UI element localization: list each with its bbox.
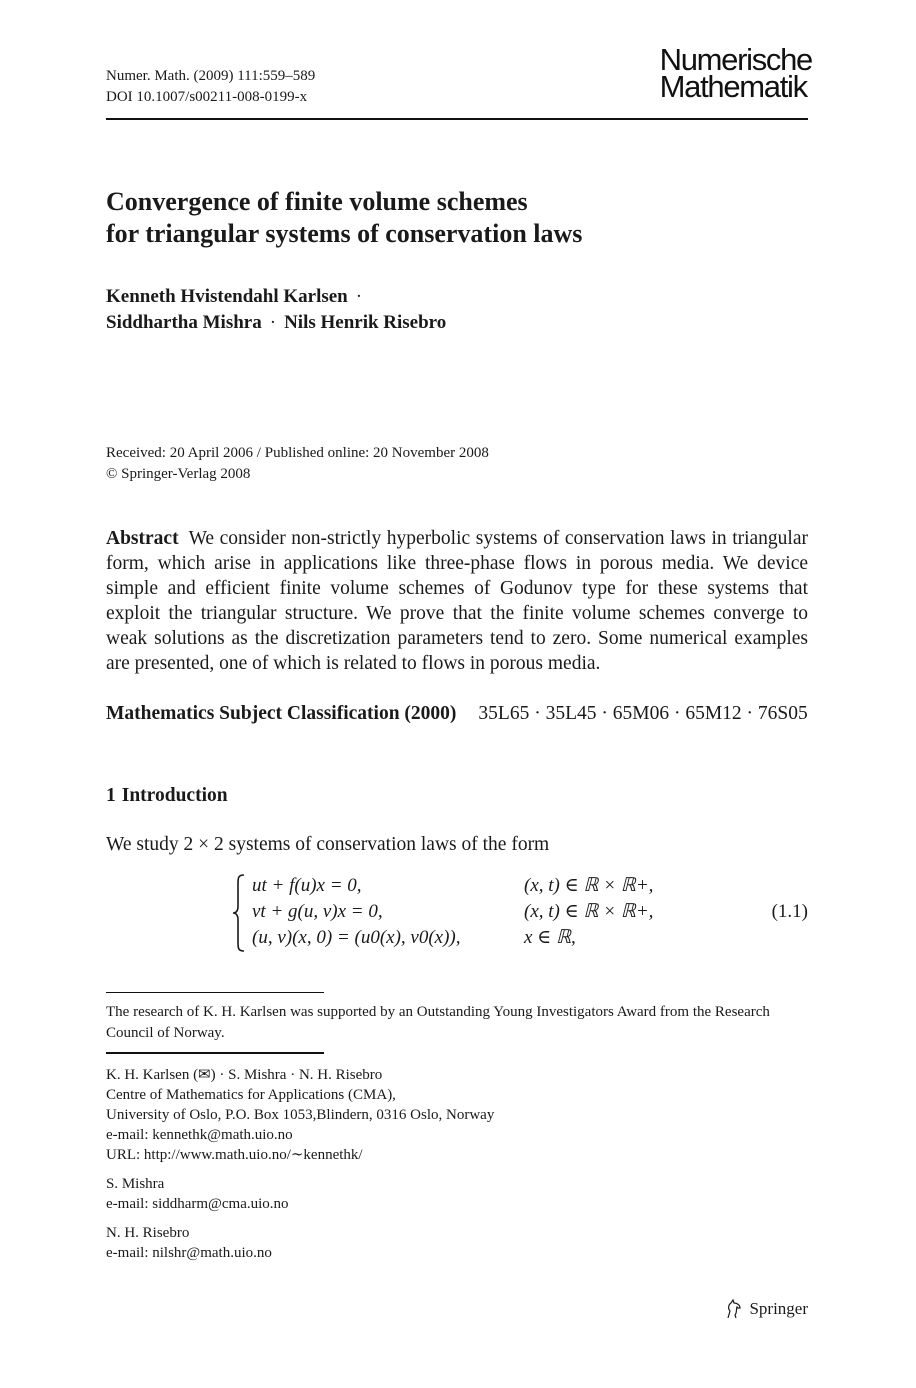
equation-number: (1.1) xyxy=(771,901,808,922)
equation-row xyxy=(252,926,576,950)
received-date: Received: 20 April 2006 / Published online: 20 November 2008 xyxy=(106,445,489,461)
affiliation-address: University of Oslo, P.O. Box 1053,Blindern, 0316 Oslo, Norway xyxy=(106,1107,495,1123)
equation-lhs: ut + f(u)x = 0, xyxy=(252,875,362,896)
citation: Numer. Math. (2009) 111:559–589 xyxy=(106,68,316,84)
running-header xyxy=(106,66,315,108)
equation-lhs: (u, v)(x, 0) = (u0(x), v0(x)), xyxy=(252,927,461,948)
msc-classification xyxy=(106,701,808,726)
affiliation-name: N. H. Risebro xyxy=(106,1225,190,1241)
author-risebro: Nils Henrik Risebro xyxy=(284,312,447,333)
publisher-mark xyxy=(725,1299,808,1319)
journal-logo xyxy=(659,42,812,104)
equation-row xyxy=(252,874,654,898)
affiliation-block-karlsen xyxy=(106,1065,494,1165)
copyright: © Springer-Verlag 2008 xyxy=(106,466,251,482)
email-link[interactable]: e-mail: siddharm@cma.uio.no xyxy=(106,1196,289,1212)
publisher-name: Springer xyxy=(749,1299,808,1318)
equation-block xyxy=(232,872,808,954)
equation-condition: (x, t) ∈ ℝ × ℝ+, xyxy=(524,901,654,922)
publication-dates xyxy=(106,443,489,485)
email-link[interactable]: e-mail: kennethk@math.uio.no xyxy=(106,1127,293,1143)
journal-name-line1: Numerische xyxy=(659,42,812,77)
title-line2: for triangular systems of conservation laws xyxy=(106,219,583,248)
msc-codes: 35L65 · 35L45 · 65M06 · 65M12 · 76S05 xyxy=(478,703,808,724)
author-mishra: Siddhartha Mishra xyxy=(106,312,262,333)
abstract xyxy=(106,526,808,676)
equation-condition: (x, t) ∈ ℝ × ℝ+, xyxy=(524,875,654,896)
doi: DOI 10.1007/s00211-008-0199-x xyxy=(106,89,308,105)
journal-name-line2: Mathematik xyxy=(659,69,807,104)
footnote-rule xyxy=(106,992,324,993)
author-separator: · xyxy=(355,286,363,307)
equation-condition: x ∈ ℝ, xyxy=(524,927,576,948)
equation-row xyxy=(252,900,654,924)
affiliation-department: Centre of Mathematics for Applications (CMA), xyxy=(106,1087,396,1103)
author-list xyxy=(106,284,446,336)
author-separator: · xyxy=(269,312,277,333)
affiliation-rule xyxy=(106,1052,324,1054)
section-heading xyxy=(106,785,228,807)
left-brace-icon xyxy=(232,874,246,952)
paper-title xyxy=(106,186,582,250)
intro-paragraph: We study 2 × 2 systems of conservation laws of the form xyxy=(106,834,550,855)
header-rule xyxy=(106,118,808,120)
abstract-text: We consider non-strictly hyperbolic systems of conservation laws in triangular form, which arise in applications like three-phase flows in porous media. We device simple and efficient finite volume schemes of Godunov type for these systems that exploit the triangular structure. We prove that the finite volume schemes converge to weak solutions as the discretization parameters tend to zero. Some numerical examples are presented, one of which is related to flows in porous media. xyxy=(106,528,808,674)
section-number: 1 xyxy=(106,785,116,806)
affiliation-block-mishra xyxy=(106,1174,289,1214)
affiliation-names: K. H. Karlsen (✉) · S. Mishra · N. H. Risebro xyxy=(106,1067,383,1083)
funding-footnote: The research of K. H. Karlsen was supported by an Outstanding Young Investigators Award from the Research Council of Norway. xyxy=(106,1004,770,1041)
equation-lhs: vt + g(u, v)x = 0, xyxy=(252,901,383,922)
affiliation-block-risebro xyxy=(106,1223,272,1263)
email-link[interactable]: e-mail: nilshr@math.uio.no xyxy=(106,1245,272,1261)
author-karlsen: Kenneth Hvistendahl Karlsen xyxy=(106,286,348,307)
section-title: Introduction xyxy=(121,785,228,806)
url-link[interactable]: URL: http://www.math.uio.no/∼kennethk/ xyxy=(106,1147,363,1163)
title-line1: Convergence of finite volume schemes xyxy=(106,187,528,216)
affiliation-name: S. Mishra xyxy=(106,1176,165,1192)
springer-horse-icon xyxy=(725,1299,743,1319)
msc-label: Mathematics Subject Classification (2000) xyxy=(106,703,457,724)
abstract-label: Abstract xyxy=(106,528,179,549)
